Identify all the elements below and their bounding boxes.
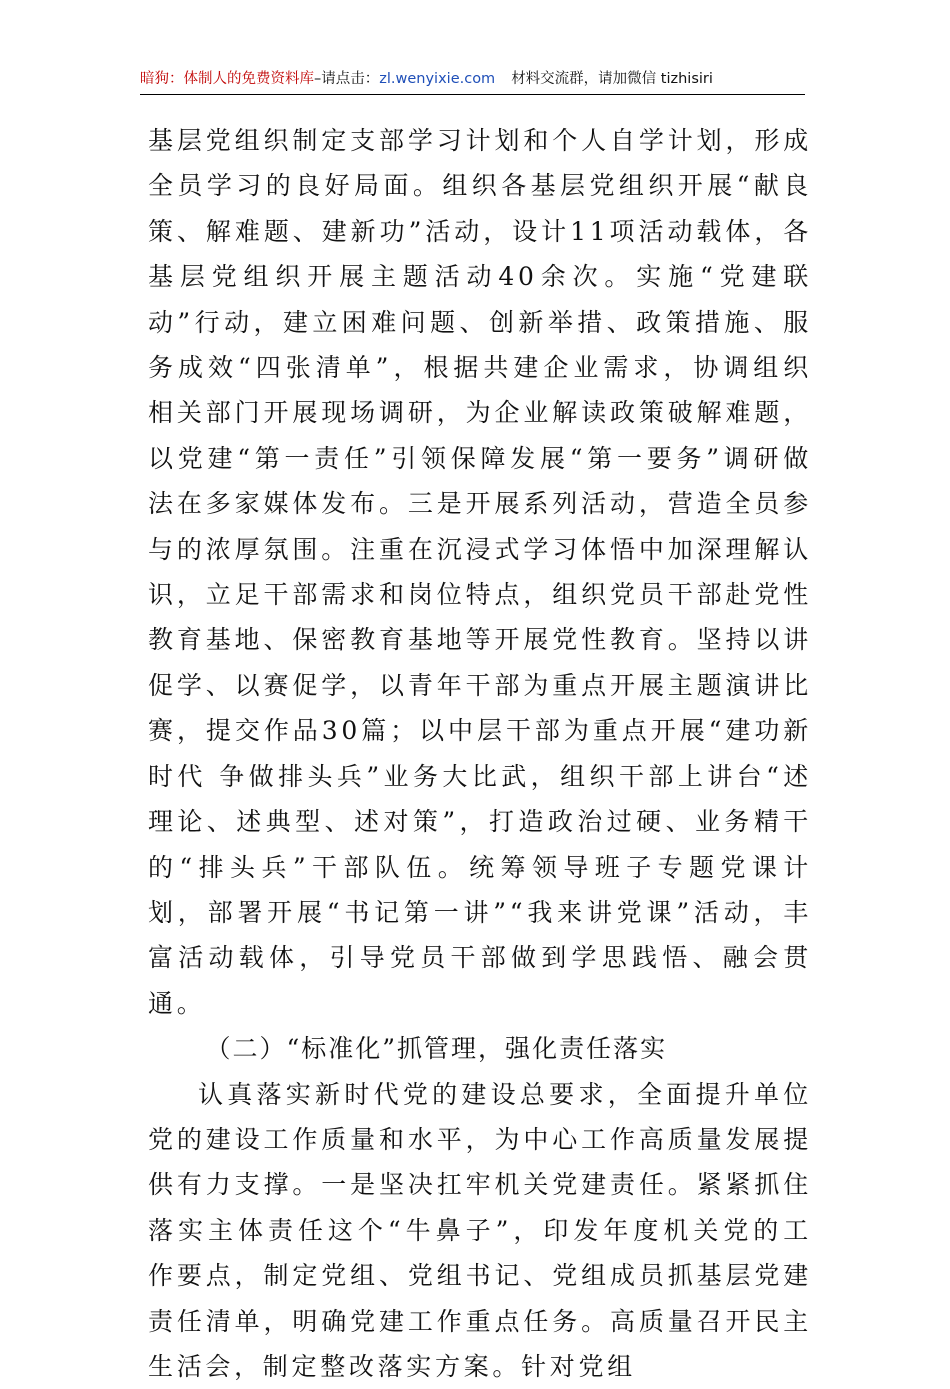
page-header (140, 64, 805, 95)
header-contact: 材料交流群，请加微信 tizhisiri (511, 71, 713, 87)
body-paragraph: 认真落实新时代党的建设总要求，全面提升单位党的建设工作质量和水平，为中心工作高质量发展提供有力支撑。一是坚决扛牢机关党建责任。紧紧抓住落实主体责任这个“牛鼻子”，印发年度机关党的工作要点，制定党组、党组书记、党组成员抓基层党建责任清单，明确党建工作重点任务。高质量召开民主生活会，制定整改落实方案。针对党组 (148, 1079, 812, 1381)
header-brand: 暗狗：体制人的免费资料库 (140, 71, 314, 87)
document-body (148, 118, 812, 1389)
header-prompt: –请点击： (314, 71, 380, 87)
section-heading: （二）“标准化”抓管理，强化责任落实 (205, 1034, 668, 1064)
header-url-link[interactable]: zl.wenyixie.com (379, 71, 496, 87)
body-paragraph: 基层党组织制定支部学习计划和个人自学计划，形成全员学习的良好局面。组织各基层党组织开展“献良策、解难题、建新功”活动，设计11项活动载体，各基层党组织开展主题活动40余次。实施“党建联动”行动，建立困难问题、创新举措、政策措施、服务成效“四张清单”，根据共建企业需求，协调组织相关部门开展现场调研，为企业解读政策破解难题，以党建“第一责任”引领保障发展“第一要务”调研做法在多家媒体发布。三是开展系列活动，营造全员参与的浓厚氛围。注重在沉浸式学习体悟中加深理解认识，立足干部需求和岗位特点，组织党员干部赴党性教育基地、保密教育基地等开展党性教育。坚持以讲促学、以赛促学，以青年干部为重点开展主题演讲比赛，提交作品30篇；以中层干部为重点开展“建功新时代 争做排头兵”业务大比武，组织干部上讲台“述理论、述典型、述对策”，打造政治过硬、业务精干的“排头兵”干部队伍。统筹领导班子专题党课计划，部署开展“书记第一讲”“我来讲党课”活动，丰富活动载体，引导党员干部做到学思践悟、融会贯通。 (148, 126, 812, 1018)
